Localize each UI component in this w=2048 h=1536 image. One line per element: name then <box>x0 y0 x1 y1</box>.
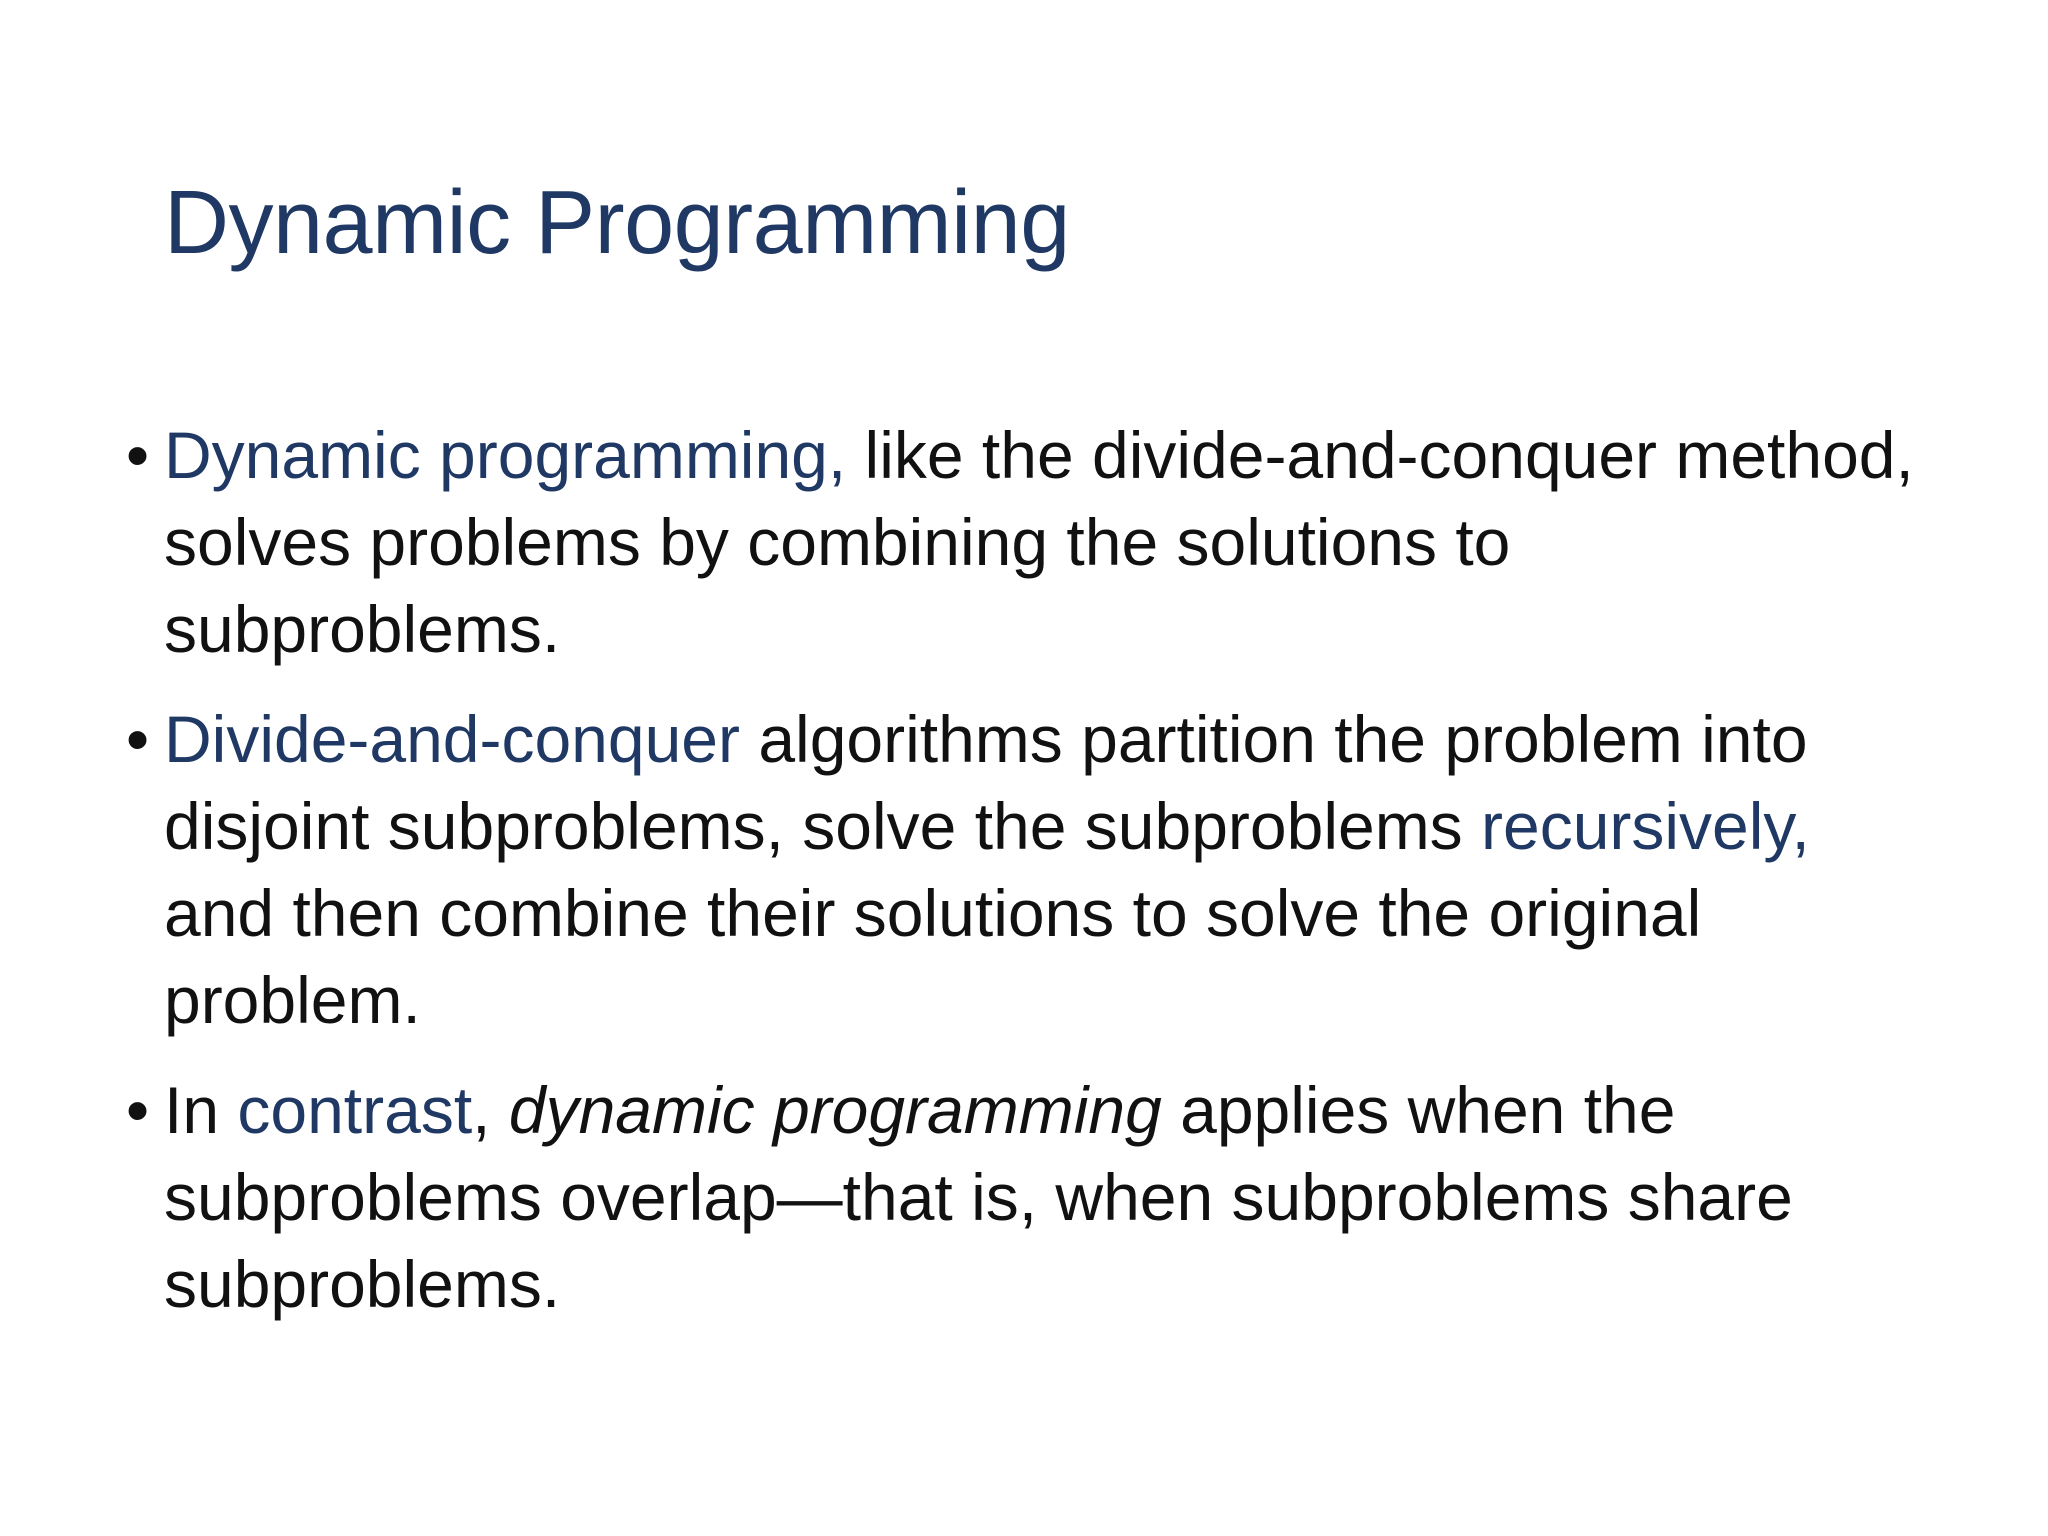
bullet-marker: • <box>126 1073 150 1147</box>
bullet-item-3 <box>126 1067 1924 1328</box>
bullet-marker: • <box>126 702 150 776</box>
term-dynamic-programming: Dynamic programming, <box>164 418 847 492</box>
bullet-item-2 <box>126 696 1924 1044</box>
bullet-text: applies when the subproblems overlap—that is, when subproblems share subproblems. <box>164 1073 1793 1321</box>
term-contrast: contrast <box>237 1073 473 1147</box>
term-recursively: recursively, <box>1481 789 1810 863</box>
bullet-text: , <box>472 1073 509 1147</box>
term-divide-and-conquer: Divide-and-conquer <box>164 702 740 776</box>
bullet-text: and then combine their solutions to solve the original problem. <box>164 876 1702 1037</box>
bullet-marker: • <box>126 418 150 492</box>
term-dynamic-programming-italic: dynamic programming <box>508 1073 1162 1147</box>
slide-title: Dynamic Programming <box>164 173 1070 273</box>
bullet-item-1 <box>126 412 1924 673</box>
bullet-text: In <box>164 1073 238 1147</box>
bullet-text: like the divide-and-conquer method, solves problems by combining the solutions to subproblems. <box>164 418 1914 666</box>
bullet-text: algorithms partition the problem into disjoint subproblems, solve the subproblems <box>164 702 1808 863</box>
bullet-list <box>126 412 1924 1351</box>
